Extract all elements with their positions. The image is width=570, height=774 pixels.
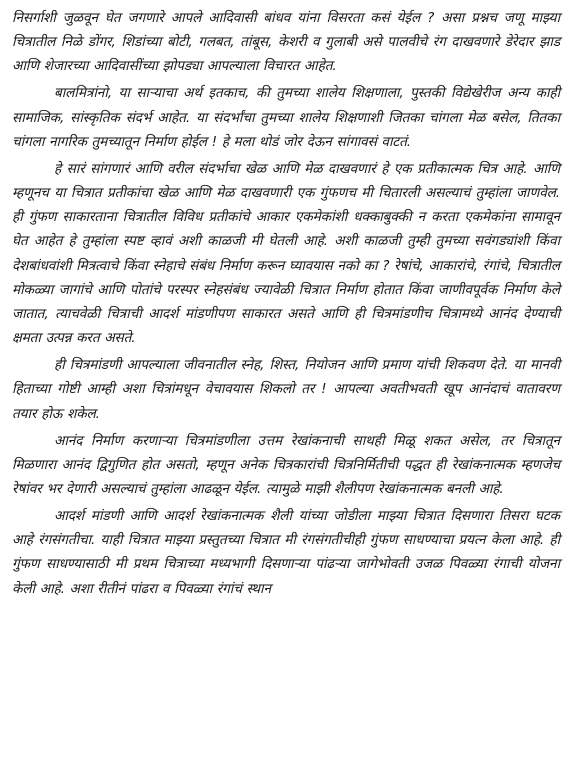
- paragraph-5: आनंद निर्माण करणाऱ्या चित्रमांडणीला उत्तम रेखांकनाची साथही मिळू शकत असेल, तर चित्रातून मिळणारा आनंद द्विगुणित होत असतो, म्हणून अनेक चित्रकारांची चित्रनिर्मितीची पद्धत ही रेखांकनात्मक म्हणजेच रेषांवर भर देणारी असल्याचं तुम्हांला आढळून येईल. त्यामुळे माझी शैलीपण रेखांकनात्मक बनली आहे.: [12, 432, 560, 497]
- paragraph-2: बालमित्रांनो, या साऱ्याचा अर्थ इतकाच, की तुमच्या शालेय शिक्षणाला, पुस्तकी विद्येखेरीज अन्य काही सामाजिक, सांस्कृतिक संदर्भ आहेत. या संदर्भांचा तुमच्या शालेय शिक्षणाशी जितका चांगला मेळ बसेल, तितका चांगला नागरिक तुमच्यातून निर्माण होईल ! हे मला थोडं जोर देऊन सांगावसं वाटतं.: [12, 85, 560, 150]
- paragraph-1: निसर्गाशी जुळवून घेत जगणारे आपले आदिवासी बांधव यांना विसरता कसं येईल ? असा प्रश्नच जणू माझ्या चित्रातील निळे डोंगर, शिडांच्या बोटी, गलबत, तांबूस, केशरी व गुलाबी असे पालवीचे रंग दाखवणारे डेरेदार झाड आणि शेजारच्या आदिवासींच्या झोपड्या आपल्याला विचारत आहेत.: [12, 10, 560, 75]
- paragraph-4: ही चित्रमांडणी आपल्याला जीवनातील स्नेह, शिस्त, नियोजन आणि प्रमाण यांची शिकवण देते. या मानवी हिताच्या गोष्टी आम्ही अशा चित्रांमधून वेचावयास शिकलो तर ! आपल्या अवतीभवती खूप आनंदाचं वातावरण तयार होऊ शकेल.: [12, 357, 560, 422]
- paragraph-6: आदर्श मांडणी आणि आदर्श रेखांकनात्मक शैली यांच्या जोडीला माझ्या चित्रात दिसणारा तिसरा घटक आहे रंगसंगतीचा. याही चित्रात माझ्या प्रस्तुतच्या चित्रात मी रंगसंगतीचीही गुंफण साधण्याचा प्रयत्न केला आहे. ही गुंफण साधण्यासाठी मी प्रथम चित्राच्या मध्यभागी दिसणाऱ्या पांढऱ्या जागेभोवती उजळ पिवळ्या रंगाची योजना केली आहे. अशा रीतीनं पांढरा व पिवळ्या रंगांचं स्थान: [12, 508, 560, 597]
- paragraph-3: हे सारं सांगणारं आणि वरील संदर्भाचा खेळ आणि मेळ दाखवणारं हे एक प्रतीकात्मक चित्र आहे. आणि म्हणूनच या चित्रात प्रतीकांचा खेळ आणि मेळ दाखवणारी एक गुंफणच मी चितारली असल्याचं तुम्हांला जाणवेल. ही गुंफण साकारताना चित्रातील विविध प्रतीकांचे आकार एकमेकांशी धक्काबुक्की न करता एकमेकांना सामावून घेत आहेत हे तुम्हांला स्पष्ट व्हावं अशी काळजी मी घेतली आहे. अशी काळजी तुम्ही तुमच्या सवंगड्यांशी किंवा देशबांधवांशी मित्रत्वाचे किंवा स्नेहाचे संबंध निर्माण करून घ्यावयास नको का ? रेषांचे, आकारांचे, रंगांचे, चित्रातील मोकळ्या जागांचे आणि पोतांचे परस्पर स्नेहसंबंध ज्यावेळी चित्रात निर्माण होतात किंवा जाणीवपूर्वक निर्माण केले जातात, त्याचवेळी चित्राची आदर्श मांडणीपण साकारत असते आणि ही चित्रमांडणीच चित्रामध्ये आनंद देण्याची क्षमता उत्पन्न करत असते.: [12, 160, 560, 347]
